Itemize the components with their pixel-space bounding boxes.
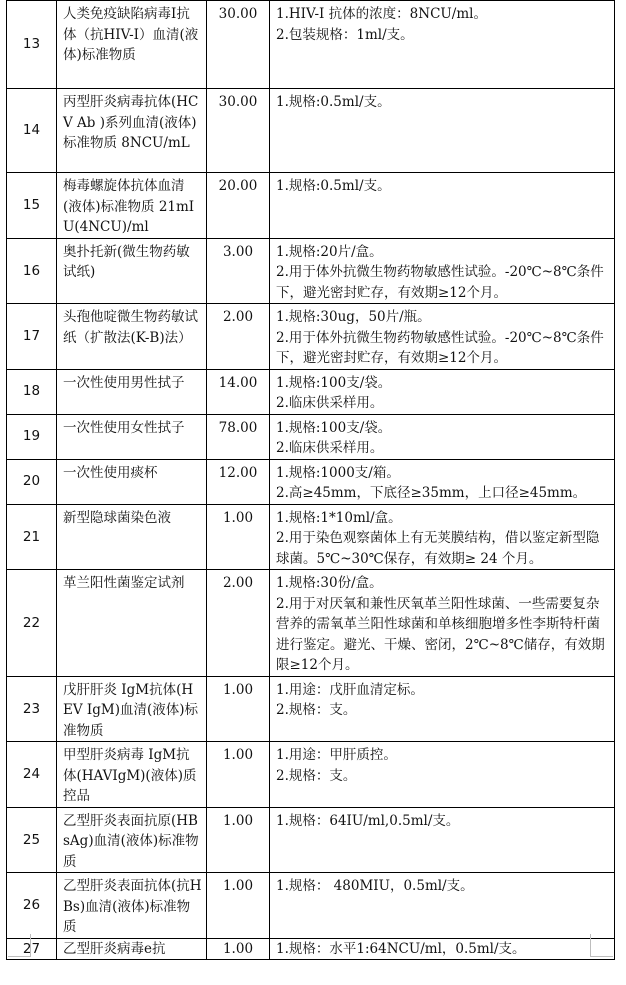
- row-number: 17: [7, 304, 57, 370]
- unit-price: 12.00: [207, 459, 270, 504]
- unit-price: 14.00: [207, 369, 270, 414]
- table-row: [7, 570, 615, 677]
- row-number: 24: [7, 742, 57, 808]
- product-name: 丙型肝炎病毒抗体(HCV Ab )系列血清(液体)标准物质 8NCU/mL: [57, 89, 207, 173]
- unit-price: 30.00: [207, 1, 270, 89]
- specification: 1.HIV-I 抗体的浓度：8NCU/ml。 2.包装规格：1ml/支。: [270, 1, 615, 89]
- specification: 1.规格:100支/袋。 2.临床供采样用。: [270, 369, 615, 414]
- unit-price: 1.00: [207, 676, 270, 742]
- row-number: 23: [7, 676, 57, 742]
- unit-price: 1.00: [207, 504, 270, 570]
- product-name: 革兰阳性菌鉴定试剂: [57, 570, 207, 677]
- product-name: 乙型肝炎病毒e抗: [57, 938, 207, 960]
- specification: 1.规格:0.5ml/支。: [270, 89, 615, 173]
- unit-price: 1.00: [207, 742, 270, 808]
- row-number: 13: [7, 1, 57, 89]
- product-name: 甲型肝炎病毒 IgM抗体(HAVIgM)(液体)质控品: [57, 742, 207, 808]
- table-row: [7, 369, 615, 414]
- unit-price: 2.00: [207, 304, 270, 370]
- table-row: [7, 89, 615, 173]
- row-number: 14: [7, 89, 57, 173]
- row-number: 19: [7, 414, 57, 459]
- unit-price: 1.00: [207, 873, 270, 939]
- specification: 1.规格： 480MIU，0.5ml/支。: [270, 873, 615, 939]
- specification: 1.规格:100支/袋。 2.临床供采样用。: [270, 414, 615, 459]
- specification: 1.用途：戊肝血清定标。 2.规格：支。: [270, 676, 615, 742]
- specification: 1.规格:30份/盒。 2.用于对厌氧和兼性厌氧革兰阳性球菌、一些需要复杂营养的需氧革兰阳性球菌和单核细胞增多性李斯特杆菌进行鉴定。避光、干燥、密闭，2℃~8℃储存，有效期限≥12个月。: [270, 570, 615, 677]
- row-number: 16: [7, 238, 57, 304]
- page-corner-mark-right: [590, 934, 613, 957]
- specification: 1.规格：64IU/ml,0.5ml/支。: [270, 807, 615, 873]
- table-row: [7, 676, 615, 742]
- unit-price: 1.00: [207, 807, 270, 873]
- product-name: 一次性使用男性拭子: [57, 369, 207, 414]
- unit-price: 20.00: [207, 173, 270, 239]
- table-row: [7, 938, 615, 960]
- specification: 1.规格:30ug，50片/瓶。 2.用于体外抗微生物药物敏感性试验。-20℃~8℃条件下，避光密封贮存，有效期≥12个月。: [270, 304, 615, 370]
- product-name: 一次性使用女性拭子: [57, 414, 207, 459]
- page-corner-mark-left: [8, 934, 31, 957]
- row-number: 27: [7, 938, 57, 960]
- table-row: [7, 459, 615, 504]
- unit-price: 3.00: [207, 238, 270, 304]
- unit-price: 30.00: [207, 89, 270, 173]
- unit-price: 1.00: [207, 938, 270, 960]
- specification: 1.规格:1*10ml/盒。 2.用于染色观察菌体上有无荚膜结构，借以鉴定新型隐球菌。5℃~30℃保存，有效期≥ 24 个月。: [270, 504, 615, 570]
- product-name: 奥扑托新(微生物药敏试纸): [57, 238, 207, 304]
- table-body: [7, 1, 615, 960]
- table-row: [7, 742, 615, 808]
- table-row: [7, 173, 615, 239]
- unit-price: 2.00: [207, 570, 270, 677]
- product-name: 新型隐球菌染色液: [57, 504, 207, 570]
- specification: 1.用途：甲肝质控。 2.规格：支。: [270, 742, 615, 808]
- row-number: 25: [7, 807, 57, 873]
- specification: 1.规格：水平1:64NCU/ml，0.5ml/支。: [270, 938, 615, 960]
- table-row: [7, 304, 615, 370]
- row-number: 20: [7, 459, 57, 504]
- product-name: 乙型肝炎表面抗体(抗HBs)血清(液体)标准物质: [57, 873, 207, 939]
- row-number: 18: [7, 369, 57, 414]
- row-number: 26: [7, 873, 57, 939]
- product-name: 戊肝肝炎 IgM抗体(HEV IgM)血清(液体)标准物质: [57, 676, 207, 742]
- row-number: 15: [7, 173, 57, 239]
- table-row: [7, 807, 615, 873]
- table-row: [7, 1, 615, 89]
- table-row: [7, 504, 615, 570]
- table-row: [7, 238, 615, 304]
- unit-price: 78.00: [207, 414, 270, 459]
- product-name: 头孢他啶微生物药敏试纸（扩散法(K-B)法）: [57, 304, 207, 370]
- table-row: [7, 873, 615, 939]
- specification: 1.规格:20片/盒。 2.用于体外抗微生物药物敏感性试验。-20℃~8℃条件下，避光密封贮存，有效期≥12个月。: [270, 238, 615, 304]
- product-name: 乙型肝炎表面抗原(HBsAg)血清(液体)标准物质: [57, 807, 207, 873]
- product-name: 梅毒螺旋体抗体血清(液体)标准物质 21mIU(4NCU)/ml: [57, 173, 207, 239]
- row-number: 21: [7, 504, 57, 570]
- product-name: 人类免疫缺陷病毒I抗体（抗HIV-I）血清(液体)标准物质: [57, 1, 207, 89]
- specification: 1.规格:1000支/箱。 2.高≥45mm，下底径≥35mm，上口径≥45mm。: [270, 459, 615, 504]
- product-name: 一次性使用痰杯: [57, 459, 207, 504]
- specification: 1.规格:0.5ml/支。: [270, 173, 615, 239]
- table-row: [7, 414, 615, 459]
- row-number: 22: [7, 570, 57, 677]
- product-spec-table: [6, 0, 615, 960]
